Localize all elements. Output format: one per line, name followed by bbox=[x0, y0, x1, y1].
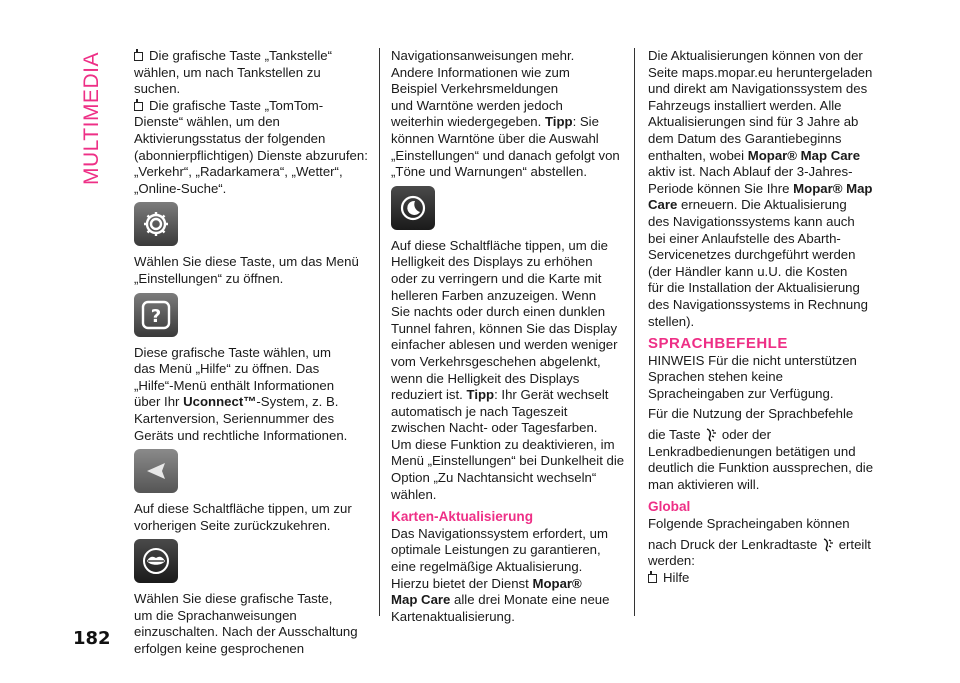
section-heading-karten-aktualisierung: Karten-Aktualisierung bbox=[391, 509, 534, 525]
page-number: 182 bbox=[73, 628, 111, 649]
bullet-icon bbox=[134, 102, 143, 111]
settings-gear-icon bbox=[134, 202, 178, 246]
section-heading-global: Global bbox=[648, 499, 691, 515]
night-mode-moon-icon bbox=[391, 186, 435, 230]
bullet-icon bbox=[648, 574, 657, 583]
bullet-icon bbox=[134, 52, 143, 61]
section-heading-sprachbefehle: SPRACHBEFEHLE bbox=[648, 335, 788, 353]
back-arrow-icon bbox=[134, 449, 178, 493]
section-title-vertical: MULTIMEDIA bbox=[80, 52, 103, 185]
voice-command-icon bbox=[821, 537, 835, 552]
voice-guidance-lips-icon bbox=[134, 539, 178, 583]
voice-command-icon bbox=[704, 427, 718, 442]
column-divider bbox=[634, 48, 635, 616]
column-3: Die Aktualisierungen können von der Seite maps.mopar.eu heruntergeladen und direkt am Navigationssystem des Fahrzeugs installiert werden. Alle Aktualisierungen sind für 3 Jahre ab dem Datum des Garantiebeginns enthalten, wobei Mopar® Map Care aktiv ist. Nach Ablauf der 3-Jahres- Periode können Sie Ihre Mopar® Map Care erneuern. Die Aktualisierung des Navigationssystems kann auch bei einer Anlaufstelle des Abarth- Servicenetzes durchgeführt werden (der Händler kann u.U. die Kosten für die Installation der Aktualisierung des Navigationssystems in Rechnung stellen). SPRACHBEFEHLE HINWEIS Für die nicht unterstützen Sprachen stehen keine Spracheingaben zur Verfügung. Für die Nutzung der Sprachbefehle die Taste oder der Lenkradbedienungen betätigen und deutlich die Funktion aussprechen, die man aktivieren will. Global Folgende Spracheingaben können nach Druck der Lenkradtaste erteilt werden: Hilfe bbox=[648, 48, 884, 586]
column-2: Navigationsanweisungen mehr. Andere Informationen wie zum Beispiel Verkehrsmeldungen und Warntöne werden jedoch weiterhin wiedergegeben. Tipp: Sie können Warntöne über die Auswahl „Einstellungen“ und danach gefolgt von „Töne und Warnungen“ abstellen. Auf diese Schaltfläche tippen, um die Helligkeit des Displays zu erhöhen oder zu verringern und die Karte mit helleren Farben anzuzeigen. Wenn Sie nachts oder durch einen dunklen Tunnel fahren, können Sie das Display einfacher ablesen und werden weniger vom Verkehrsgeschehen abgelenkt, wenn die Helligkeit des Displays reduziert ist. Tipp: Ihr Gerät wechselt automatisch je nach Tageszeit zwischen Nacht- oder Tagesfarben. Um diese Funktion zu deaktivieren, im Menü „Einstellungen“ bei Dunkelheit die Option „Zu Nachtansicht wechseln“ wählen. Karten-Aktualisierung Das Navigationssystem erfordert, um optimale Leistungen zu garantieren, eine regelmäßige Aktualisierung. Hierzu bietet der Dienst Mopar® Map Care alle drei Monate eine neue Kartenaktualisierung. bbox=[391, 48, 625, 624]
column-divider bbox=[379, 48, 380, 616]
help-question-icon bbox=[134, 293, 178, 337]
column-1: Die grafische Taste „Tankstelle“ wählen, um nach Tankstellen zu suchen. Die grafische Taste „TomTom- Dienste“ wählen, um den Aktivierungsstatus der folgenden (abonnierpflichtigen) Dienste abzurufen: „Verkehr“, „Radarkamera“, „Wetter“, „Online-Suche“. Wählen Sie diese Taste, um das Menü „Einstellungen“ zu öffnen. ? Diese grafische Taste wählen, um das Menü „Hilfe“ zu öffnen. Das „Hilfe“-Menü enthält Informationen über Ihr Uconnect™-System, z. B. Kartenversion, Seriennummer des Geräts und rechtliche Informationen. Auf diese Schaltfläche tippen, um zur vorherigen Seite zurückzukehren. Wählen Sie diese grafische Taste, um die Sprachanweisungen einzuschalten. Nach der Ausschaltung erfolgen keine gesprochenen bbox=[134, 48, 368, 657]
svg-text:?: ? bbox=[150, 305, 162, 327]
